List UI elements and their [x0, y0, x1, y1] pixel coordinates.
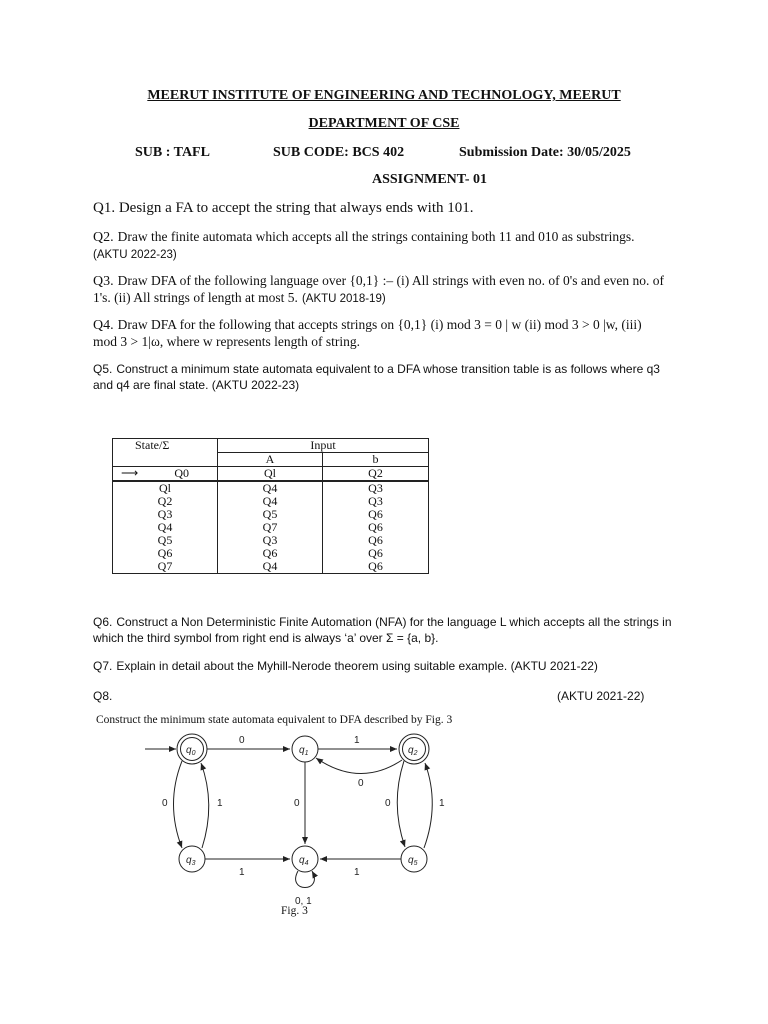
input-a-cell: Q4 — [218, 495, 323, 508]
question-4 — [93, 317, 693, 350]
state-q2-inner — [403, 738, 426, 761]
question-label: Q2. — [93, 230, 114, 245]
state-q5 — [401, 846, 427, 872]
edge-label-q4-loop: 0, 1 — [295, 896, 312, 907]
state-q4-label: $q_4$ — [299, 855, 309, 867]
state-q3-label: $q_3$ — [186, 855, 196, 867]
state-q4 — [292, 846, 318, 872]
state-q2-outer — [399, 734, 429, 764]
edge-label-q0-q3: 0 — [162, 798, 168, 809]
question-reference: (AKTU 2018-19) — [301, 293, 386, 305]
edge-label-q2-q1: 0 — [358, 778, 364, 789]
question-label: Q3. — [93, 274, 114, 289]
question-text: Design a FA to accept the string that always ends with 101. — [118, 200, 474, 216]
edge-label-q1-q4: 0 — [294, 798, 300, 809]
transition-table — [112, 438, 429, 574]
edge-label-q3-q0: 1 — [217, 798, 223, 809]
question-5 — [93, 361, 673, 393]
state-q0-outer — [177, 734, 207, 764]
transition-table-body — [113, 467, 429, 574]
edge-q0-q3 — [174, 761, 183, 848]
question-text: Draw DFA of the following language over {0,1} :– (i) All strings with even no. of 0's and even no. of 1's. (ii) All strings of length at most 5. — [93, 273, 665, 305]
question-text: Construct a minimum state automata equivalent to a DFA whose transition table is as follows where q3 and q4 are final state. (AKTU 2022-23) — [93, 362, 660, 392]
edge-label-q3-q4: 1 — [239, 867, 245, 878]
start-state-arrow-icon: ⟶ — [121, 466, 139, 480]
question-label: Q1. — [93, 200, 116, 216]
edge-label-q2-q5: 0 — [385, 798, 391, 809]
question-text: Explain in detail about the Myhill-Nerode theorem using suitable example. (AKTU 2021-22) — [116, 659, 598, 673]
question-reference: (AKTU 2022-23) — [93, 249, 177, 261]
edge-q2-q5 — [397, 761, 405, 847]
state-q1 — [292, 736, 318, 762]
start-state-label: Q0 — [174, 466, 189, 480]
question-3 — [93, 273, 673, 307]
input-b-cell: Q2 — [323, 467, 429, 482]
question-label: Q6. — [93, 615, 113, 629]
edge-label-q1-q2: 1 — [354, 735, 360, 746]
input-a-cell: Q6 — [218, 547, 323, 560]
edge-q2-q1 — [316, 758, 402, 774]
institute-title: MEERUT INSTITUTE OF ENGINEERING AND TECHNOLOGY, MEERUT — [147, 88, 621, 103]
transition-table-wrapper — [112, 438, 429, 574]
department-title: DEPARTMENT OF CSE — [308, 116, 460, 131]
table-row — [113, 560, 429, 574]
question-8-label: Q8. — [93, 689, 113, 703]
state-q5-label: $q_5$ — [408, 855, 418, 867]
question-text-line-1: Draw DFA for the following that accepts strings on {0,1} (i) mod 3 = 0 | w (ii) mod 3 > 0 |w, (iii) — [117, 317, 642, 332]
input-b-cell: Q6 — [323, 534, 429, 547]
question-text: Construct a Non Deterministic Finite Automation (NFA) for the language L which accepts all the strings in which the third symbol from right end is always ‘a’ over Σ = {a, b}. — [93, 615, 672, 645]
input-b-cell: Q6 — [323, 521, 429, 534]
state-cell — [113, 467, 218, 482]
figure-caption: Fig. 3 — [281, 905, 308, 917]
column-a-header: A — [218, 453, 323, 467]
state-cell: Q6 — [113, 547, 218, 560]
edge-q3-q0 — [201, 763, 209, 848]
table-row — [113, 481, 429, 495]
state-q1-label: $q_1$ — [299, 745, 309, 757]
input-a-cell: Q7 — [218, 521, 323, 534]
state-cell: Q5 — [113, 534, 218, 547]
state-cell: Q3 — [113, 508, 218, 521]
state-cell: Q4 — [113, 521, 218, 534]
assignment-title: ASSIGNMENT- 01 — [372, 172, 488, 187]
state-q3 — [179, 846, 205, 872]
edge-label-q5-q4: 1 — [354, 867, 360, 878]
subject-label: SUB : TAFL — [135, 145, 210, 160]
question-label: Q4. — [93, 318, 114, 333]
column-b-header: b — [323, 453, 429, 467]
edge-label-q0-q1: 0 — [239, 735, 245, 746]
edge-label-q5-q2: 1 — [439, 798, 445, 809]
figure-title: Construct the minimum state automata equivalent to DFA described by Fig. 3 — [96, 714, 453, 726]
input-b-cell: Q6 — [323, 547, 429, 560]
dfa-diagram — [140, 728, 460, 913]
question-text: Draw the finite automata which accepts all the strings containing both 11 and 010 as substrings. — [117, 229, 635, 244]
state-q0-label: $q_0$ — [186, 745, 196, 757]
state-cell: Q7 — [113, 560, 218, 574]
input-a-cell: Q3 — [218, 534, 323, 547]
question-1 — [93, 200, 673, 216]
input-b-cell: Q3 — [323, 481, 429, 495]
input-a-cell: Ql — [218, 467, 323, 482]
state-cell: Ql — [113, 481, 218, 495]
submission-date: Submission Date: 30/05/2025 — [459, 145, 631, 160]
input-a-cell: Q4 — [218, 560, 323, 574]
input-b-cell: Q6 — [323, 508, 429, 521]
state-cell: Q2 — [113, 495, 218, 508]
state-q2-label: $q_2$ — [408, 745, 418, 757]
input-a-cell: Q4 — [218, 481, 323, 495]
question-2 — [93, 229, 693, 263]
input-b-cell: Q6 — [323, 560, 429, 574]
question-7 — [93, 658, 693, 674]
subject-code: SUB CODE: BCS 402 — [273, 145, 405, 160]
question-label: Q7. — [93, 659, 113, 673]
state-q0-inner — [181, 738, 204, 761]
question-8-reference: (AKTU 2021-22) — [557, 689, 645, 703]
table-row — [113, 467, 429, 482]
question-6 — [93, 614, 673, 646]
question-text-line-2: mod 3 > 1|ω, where w represents length of string. — [93, 334, 361, 349]
edge-q5-q2 — [424, 763, 432, 848]
state-header: State/Σ — [113, 439, 218, 467]
input-header: Input — [218, 439, 429, 453]
edge-q4-loop — [296, 871, 315, 888]
input-b-cell: Q3 — [323, 495, 429, 508]
input-a-cell: Q5 — [218, 508, 323, 521]
question-label: Q5. — [93, 362, 113, 376]
